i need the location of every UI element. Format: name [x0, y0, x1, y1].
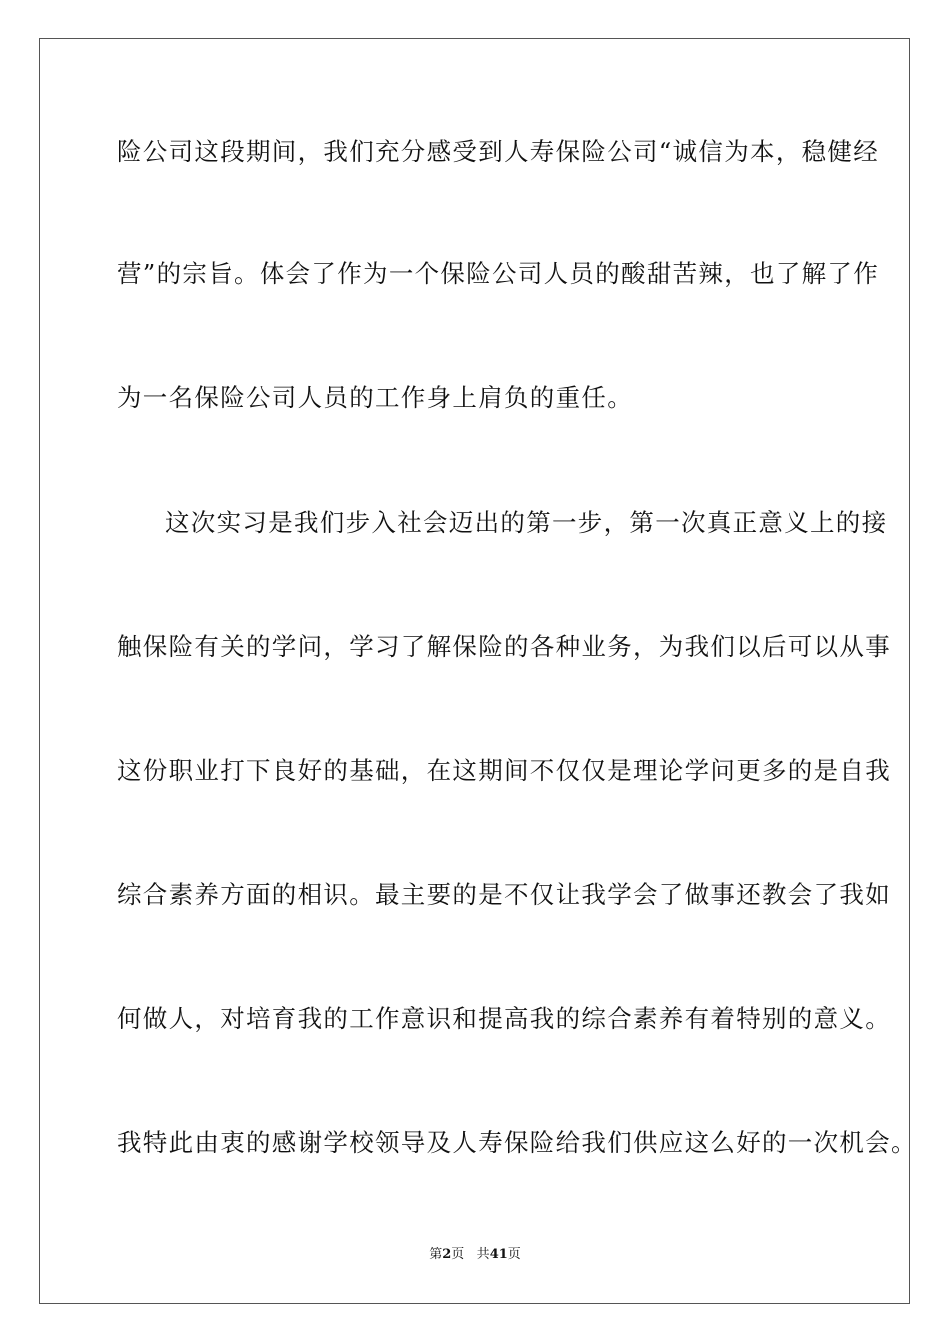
text-line: 险公司这段期间，我们充分感受到人寿保险公司“诚信为本，稳健经 [117, 137, 880, 166]
text-line: 我特此由衷的感谢学校领导及人寿保险给我们供应这么好的一次机会。 [117, 1128, 917, 1157]
text-line: 触保险有关的学问，学习了解保险的各种业务，为我们以后可以从事 [117, 632, 891, 661]
text-line: 何做人，对培育我的工作意识和提高我的综合素养有着特别的意义。 [117, 1004, 891, 1033]
page-suffix: 页 [451, 1247, 465, 1262]
total-prefix: 共 [476, 1247, 490, 1262]
total-pages: 41 [489, 1247, 508, 1262]
page-number: 2 [442, 1247, 452, 1262]
paragraph-first-line: 这次实习是我们步入社会迈出的第一步，第一次真正意义上的接 [165, 508, 888, 537]
total-suffix: 页 [507, 1247, 521, 1262]
page-border [39, 38, 917, 1304]
text-line: 为一名保险公司人员的工作身上肩负的重任。 [117, 383, 633, 412]
text-line: 营”的宗旨。体会了作为一个保险公司人员的酸甜苦辣，也了解了作 [117, 259, 880, 288]
text-line: 这份职业打下良好的基础，在这期间不仅仅是理论学问更多的是自我 [117, 756, 891, 785]
text-line: 综合素养方面的相识。最主要的是不仅让我学会了做事还教会了我如 [117, 880, 891, 909]
page-footer [0, 1246, 950, 1264]
page-prefix: 第 [429, 1247, 443, 1262]
